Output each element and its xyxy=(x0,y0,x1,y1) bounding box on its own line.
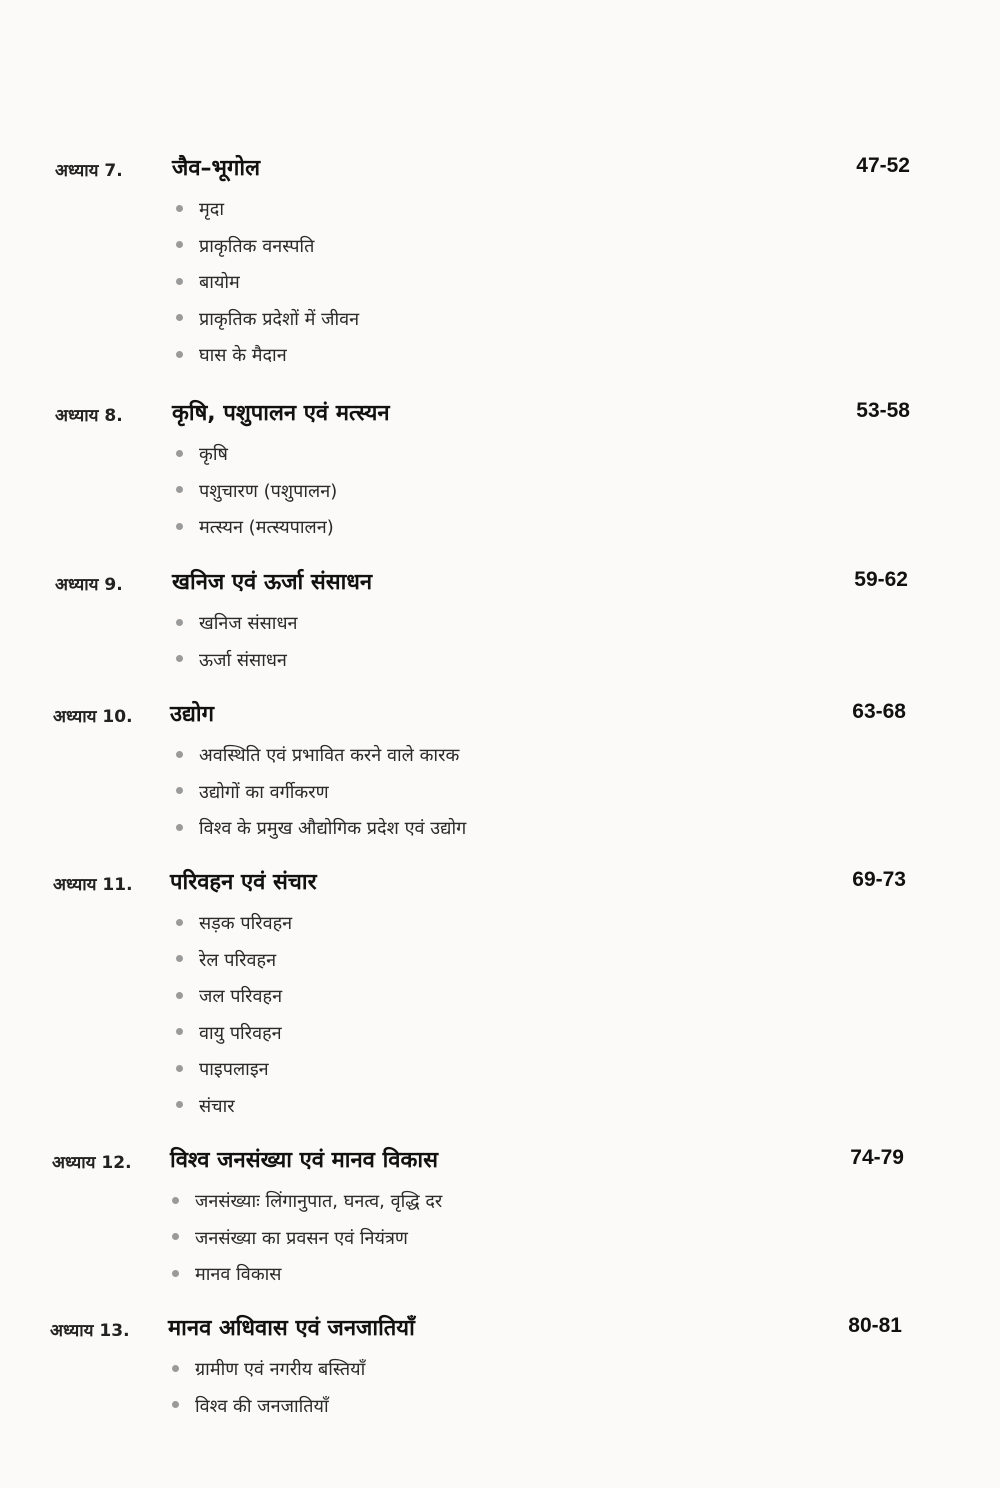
topic-label: वायु परिवहन xyxy=(199,1022,282,1044)
bullet-icon xyxy=(176,278,183,285)
topic-item xyxy=(172,1221,1000,1258)
topic-label: सड़क परिवहन xyxy=(199,913,293,934)
topic-item xyxy=(176,738,1000,775)
topic-label: ऊर्जा संसाधन xyxy=(199,649,287,671)
topic-item xyxy=(176,192,1000,229)
chapter-heading xyxy=(0,1144,1000,1180)
bullet-icon xyxy=(176,486,183,493)
bullet-icon xyxy=(176,241,183,248)
bullet-icon xyxy=(176,523,183,530)
topic-item xyxy=(176,302,1000,339)
topic-label: मानव विकास xyxy=(195,1264,282,1286)
topic-list xyxy=(176,738,1000,848)
topic-label: जनसंख्याः लिंगानुपात, घनत्व, वृद्धि दर xyxy=(195,1191,443,1212)
topic-item xyxy=(176,265,1000,302)
chapter-page-range: 80-81 xyxy=(848,1314,902,1337)
bullet-icon xyxy=(176,351,183,358)
chapter-heading xyxy=(0,698,1000,734)
topic-list xyxy=(172,1352,1000,1425)
chapter-title: मानव अधिवास एवं जनजातियाँ xyxy=(168,1316,415,1341)
chapter-page-range: 63-68 xyxy=(852,700,906,723)
bullet-icon xyxy=(176,751,183,758)
topic-label: विश्व के प्रमुख औद्योगिक प्रदेश एवं उद्योग xyxy=(199,818,467,840)
chapter-heading xyxy=(0,566,1000,602)
topic-label: प्राकृतिक प्रदेशों में जीवन xyxy=(199,308,360,330)
topic-item xyxy=(176,906,1000,943)
chapter-number: अध्याय 12. xyxy=(52,1153,132,1173)
topic-item xyxy=(172,1184,1000,1221)
topic-label: मत्स्यन (मत्स्यपालन) xyxy=(199,517,334,539)
topic-list xyxy=(176,606,1000,679)
topic-label: कृषि xyxy=(199,444,228,465)
bullet-icon xyxy=(176,919,183,926)
bullet-icon xyxy=(176,787,183,794)
topic-label: मृदा xyxy=(199,199,224,220)
chapter-title: कृषि, पशुपालन एवं मत्स्यन xyxy=(172,401,390,426)
bullet-icon xyxy=(176,824,183,831)
chapter-number: अध्याय 8. xyxy=(55,406,123,426)
bullet-icon xyxy=(176,1028,183,1035)
chapter-8 xyxy=(0,397,1000,547)
chapter-title: उद्योग xyxy=(170,702,215,727)
bullet-icon xyxy=(176,955,183,962)
chapter-page-range: 53-58 xyxy=(856,399,910,422)
bullet-icon xyxy=(176,205,183,212)
chapter-title: जैव–भूगोल xyxy=(172,156,261,181)
chapter-number: अध्याय 11. xyxy=(53,875,133,895)
topic-item xyxy=(176,979,1000,1016)
topic-item xyxy=(176,510,1000,547)
topic-label: अवस्थिति एवं प्रभावित करने वाले कारक xyxy=(199,745,460,766)
chapter-page-range: 69-73 xyxy=(852,868,906,891)
bullet-icon xyxy=(172,1197,179,1204)
chapter-heading xyxy=(0,397,1000,433)
topic-item xyxy=(176,1052,1000,1089)
chapter-heading xyxy=(0,866,1000,902)
topic-list xyxy=(176,906,1000,1126)
topic-label: खनिज संसाधन xyxy=(199,613,298,634)
topic-item xyxy=(176,943,1000,980)
topic-label: बायोम xyxy=(199,272,240,294)
bullet-icon xyxy=(176,655,183,662)
topic-item xyxy=(176,606,1000,643)
topic-item xyxy=(176,437,1000,474)
chapter-page-range: 74-79 xyxy=(850,1146,904,1169)
topic-item xyxy=(176,811,1000,848)
topic-label: घास के मैदान xyxy=(199,345,287,367)
chapter-11 xyxy=(0,866,1000,1126)
topic-label: उद्योगों का वर्गीकरण xyxy=(199,781,329,803)
topic-label: विश्व की जनजातियाँ xyxy=(195,1395,329,1417)
chapter-title: परिवहन एवं संचार xyxy=(170,870,317,895)
bullet-icon xyxy=(176,1065,183,1072)
bullet-icon xyxy=(176,619,183,626)
chapter-number: अध्याय 10. xyxy=(53,707,133,727)
topic-list xyxy=(172,1184,1000,1294)
bullet-icon xyxy=(176,1101,183,1108)
bullet-icon xyxy=(176,450,183,457)
bullet-icon xyxy=(172,1270,179,1277)
topic-item xyxy=(176,643,1000,680)
topic-item xyxy=(172,1389,1000,1426)
topic-label: जनसंख्या का प्रवसन एवं नियंत्रण xyxy=(195,1227,408,1249)
chapter-number: अध्याय 13. xyxy=(50,1321,130,1341)
bullet-icon xyxy=(176,314,183,321)
topic-item xyxy=(176,775,1000,812)
chapter-page-range: 47-52 xyxy=(856,154,910,177)
topic-item xyxy=(176,474,1000,511)
topic-list xyxy=(176,192,1000,375)
topic-item xyxy=(176,1016,1000,1053)
chapter-page-range: 59-62 xyxy=(854,568,908,591)
bullet-icon xyxy=(172,1233,179,1240)
chapter-title: खनिज एवं ऊर्जा संसाधन xyxy=(172,570,373,595)
topic-label: पाइपलाइन xyxy=(199,1059,269,1081)
topic-item xyxy=(176,1089,1000,1126)
topic-label: ग्रामीण एवं नगरीय बस्तियाँ xyxy=(195,1359,366,1380)
chapter-10 xyxy=(0,698,1000,848)
chapter-heading xyxy=(0,1312,1000,1348)
topic-label: जल परिवहन xyxy=(199,986,283,1008)
topic-item xyxy=(176,229,1000,266)
chapter-7 xyxy=(0,152,1000,375)
chapter-heading xyxy=(0,152,1000,188)
topic-item xyxy=(176,338,1000,375)
topic-label: प्राकृतिक वनस्पति xyxy=(199,235,315,257)
bullet-icon xyxy=(172,1365,179,1372)
bullet-icon xyxy=(176,992,183,999)
topic-label: संचार xyxy=(199,1095,235,1117)
chapter-9 xyxy=(0,566,1000,679)
chapter-13 xyxy=(0,1312,1000,1425)
bullet-icon xyxy=(172,1401,179,1408)
topic-item xyxy=(172,1352,1000,1389)
chapter-number: अध्याय 7. xyxy=(55,161,123,181)
topic-label: रेल परिवहन xyxy=(199,949,277,971)
topic-list xyxy=(176,437,1000,547)
chapter-title: विश्व जनसंख्या एवं मानव विकास xyxy=(170,1148,438,1173)
topic-label: पशुचारण (पशुपालन) xyxy=(199,480,338,502)
topic-item xyxy=(172,1257,1000,1294)
chapter-12 xyxy=(0,1144,1000,1294)
chapter-number: अध्याय 9. xyxy=(55,575,123,595)
